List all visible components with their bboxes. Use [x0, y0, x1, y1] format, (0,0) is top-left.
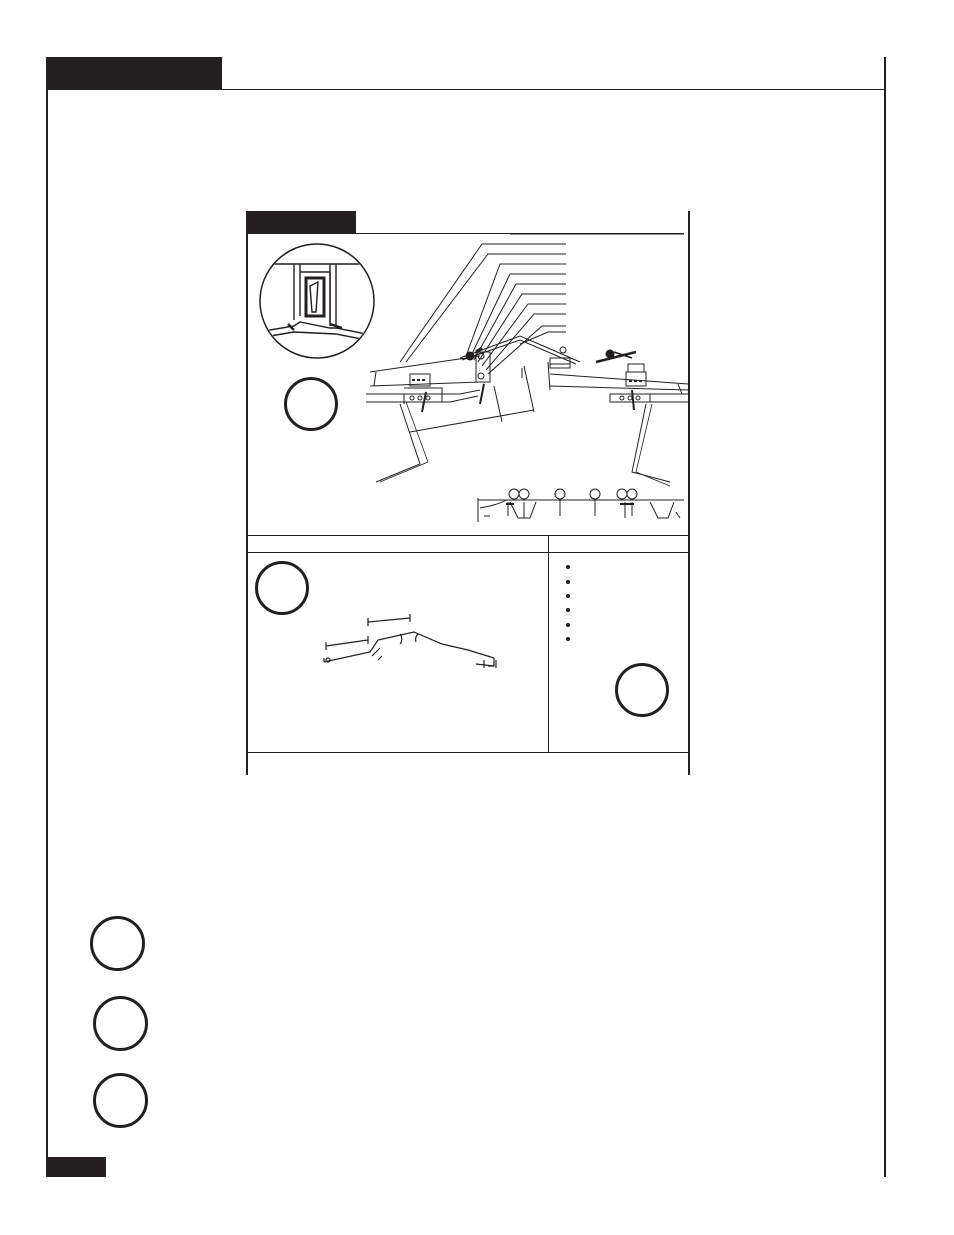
detail-marker-2 — [255, 561, 309, 615]
figure-bottom-rule — [246, 752, 688, 753]
bullet-5 — [566, 623, 570, 627]
figure-left-border — [246, 211, 248, 775]
step-marker-3 — [93, 1073, 148, 1128]
bullet-3 — [566, 594, 570, 598]
flashing-profile-drawing — [318, 612, 508, 672]
step-marker-2 — [93, 996, 148, 1051]
ridge-section-drawing — [370, 236, 688, 486]
header-tab — [46, 57, 222, 90]
footer-tab — [46, 1157, 106, 1177]
detail-marker-1 — [284, 377, 338, 431]
detail-marker-3 — [615, 663, 669, 717]
left-page-border — [46, 57, 48, 1177]
bullet-6 — [566, 637, 570, 641]
bullet-1 — [566, 565, 570, 569]
figure-mid-rule-bottom — [246, 552, 688, 553]
figure-title-tab — [246, 211, 356, 233]
bullet-4 — [566, 608, 570, 612]
header-rule — [46, 89, 886, 90]
figure-right-border — [688, 211, 690, 775]
seam-detail-magnifier — [258, 242, 376, 360]
bullet-2 — [566, 580, 570, 584]
right-page-border — [884, 57, 886, 1177]
step-marker-1 — [90, 916, 145, 971]
figure-panel-divider — [548, 535, 549, 753]
panel-profile-strip — [470, 486, 688, 526]
figure-mid-rule-top — [246, 535, 688, 536]
